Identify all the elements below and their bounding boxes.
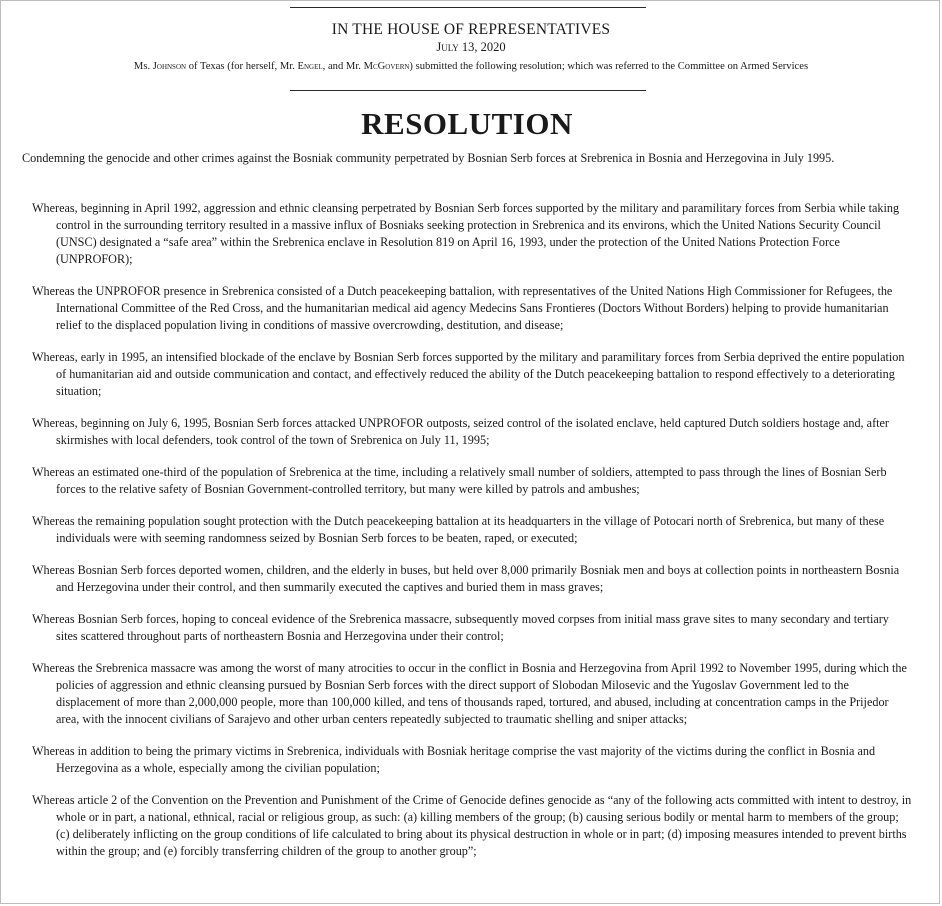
document-title: RESOLUTION	[361, 106, 573, 141]
whereas-clause: Whereas the remaining population sought protection with the Dutch peacekeeping battalion at its headquarters in the village of Potocari north of Srebrenica, but many of these individuals were with seeming randomness seized by Bosnian Serb forces to be beaten, raped, or executed;	[32, 514, 885, 545]
whereas-clause: Whereas the Srebrenica massacre was among the worst of many atrocities to occur in the conflict in Bosnia and Herzegovina from April 1992 to November 1995, during which the policies of aggression and ethnic cleansing pursued by Bosnian Serb forces with the direct support of Slobodan Milosevic and the Yugoslav Government led to the displacement of more than 2,000,000 people, more than 100,000 killed, and tens of thousands raped, tortured, and abused, including at concentration camps in the Prijedor area, with the innocent civilians of Sarajevo and other urban centers repeatedly subjected to traumatic shelling and sniper attacks;	[32, 661, 907, 726]
whereas-clause-list	[32, 200, 912, 875]
chamber-heading: IN THE HOUSE OF REPRESENTATIVES	[331, 21, 611, 38]
middle-rule	[290, 90, 646, 91]
whereas-clause: Whereas the UNPROFOR presence in Srebrenica consisted of a Dutch peacekeeping battalion, with representatives of the United Nations High Commissioner for Refugees, the International Committee of the Red Cross, and the humanitarian medical aid agency Medecins Sans Frontieres (Doctors Without Borders) helping to provide humanitarian relief to the displaced population living in conditions of massive overcrowding, destitution, and disease;	[32, 284, 893, 332]
top-rule	[290, 7, 646, 8]
whereas-clause: Whereas, early in 1995, an intensified blockade of the enclave by Bosnian Serb forces supported by the military and paramilitary forces from Serbia deprived the entire population of humanitarian aid and outside communication and contact, and effectively reduced the ability of the Dutch peacekeeping battalion to respond effectively to a deteriorating situation;	[32, 350, 905, 398]
whereas-clause: Whereas in addition to being the primary victims in Srebrenica, individuals with Bosniak heritage comprise the vast majority of the victims during the conflict in Bosnia and Herzegovina as a whole, especially among the civilian population;	[32, 744, 876, 775]
purpose-statement: Condemning the genocide and other crimes against the Bosniak community perpetrated by Bosnian Serb forces at Srebrenica in Bosnia and Herzegovina in July 1995.	[22, 151, 835, 165]
sponsor-text: of Texas (for herself, Mr.	[186, 61, 298, 72]
sponsor-line	[0, 61, 942, 72]
whereas-clause: Whereas Bosnian Serb forces deported women, children, and the elderly in buses, but held over 8,000 primarily Bosniak men and boys at collection points in northeastern Bosnia and Herzegovina under their control, and then summarily executed the captives and buried them in mass graves;	[32, 563, 900, 594]
sponsor-name-mcgovern: McGovern	[363, 61, 410, 72]
sponsor-name-engel: Engel	[297, 61, 323, 72]
sponsor-text: ) submitted the following resolution; which was referred to the Committee on Armed Services	[409, 61, 809, 72]
sponsor-name-johnson: Johnson	[152, 61, 187, 72]
whereas-clause: Whereas an estimated one-third of the population of Srebrenica at the time, including a relatively small number of soldiers, attempted to pass through the lines of Bosnian Serb forces to the relative safety of Bosnian Government-controlled territory, but many were killed by patrols and ambushes;	[32, 465, 887, 496]
sponsor-text: , and Mr.	[322, 61, 364, 72]
whereas-clause: Whereas Bosnian Serb forces, hoping to conceal evidence of the Srebrenica massacre, subsequently moved corpses from initial mass grave sites to many secondary and tertiary sites scattered throughout parts of northeastern Bosnia and Herzegovina under their control;	[32, 612, 889, 643]
whereas-clause: Whereas, beginning on July 6, 1995, Bosnian Serb forces attacked UNPROFOR outposts, seized control of the isolated enclave, held captured Dutch soldiers hostage and, after skirmishes with local defenders, took control of the town of Srebrenica on July 11, 1995;	[32, 416, 889, 447]
whereas-clause: Whereas, beginning in April 1992, aggression and ethnic cleansing perpetrated by Bosnian Serb forces supported by the military and paramilitary forces from Serbia while taking control in the surrounding territory resulted in a massive influx of Bosniaks seeking protection in Srebrenica and its environs, which the United Nations Security Council (UNSC) designated a “safe area” within the Srebrenica enclave in Resolution 819 on April 16, 1993, under the protection of the United Nations Protection Force (UNPROFOR);	[32, 201, 900, 266]
resolution-date: July 13, 2020	[436, 40, 506, 54]
sponsor-text: Ms.	[133, 61, 153, 72]
whereas-clause: Whereas article 2 of the Convention on the Prevention and Punishment of the Crime of Genocide defines genocide as “any of the following acts committed with intent to destroy, in whole or in part, a national, ethnical, racial or religious group, as such: (a) killing members of the group; (b) causing serious bodily or mental harm to members of the group; (c) deliberately inflicting on the group conditions of life calculated to bring about its physical destruction in whole or in part; (d) imposing measures intended to prevent births within the group; and (e) forcibly transferring children of the group to another group”;	[32, 793, 912, 858]
